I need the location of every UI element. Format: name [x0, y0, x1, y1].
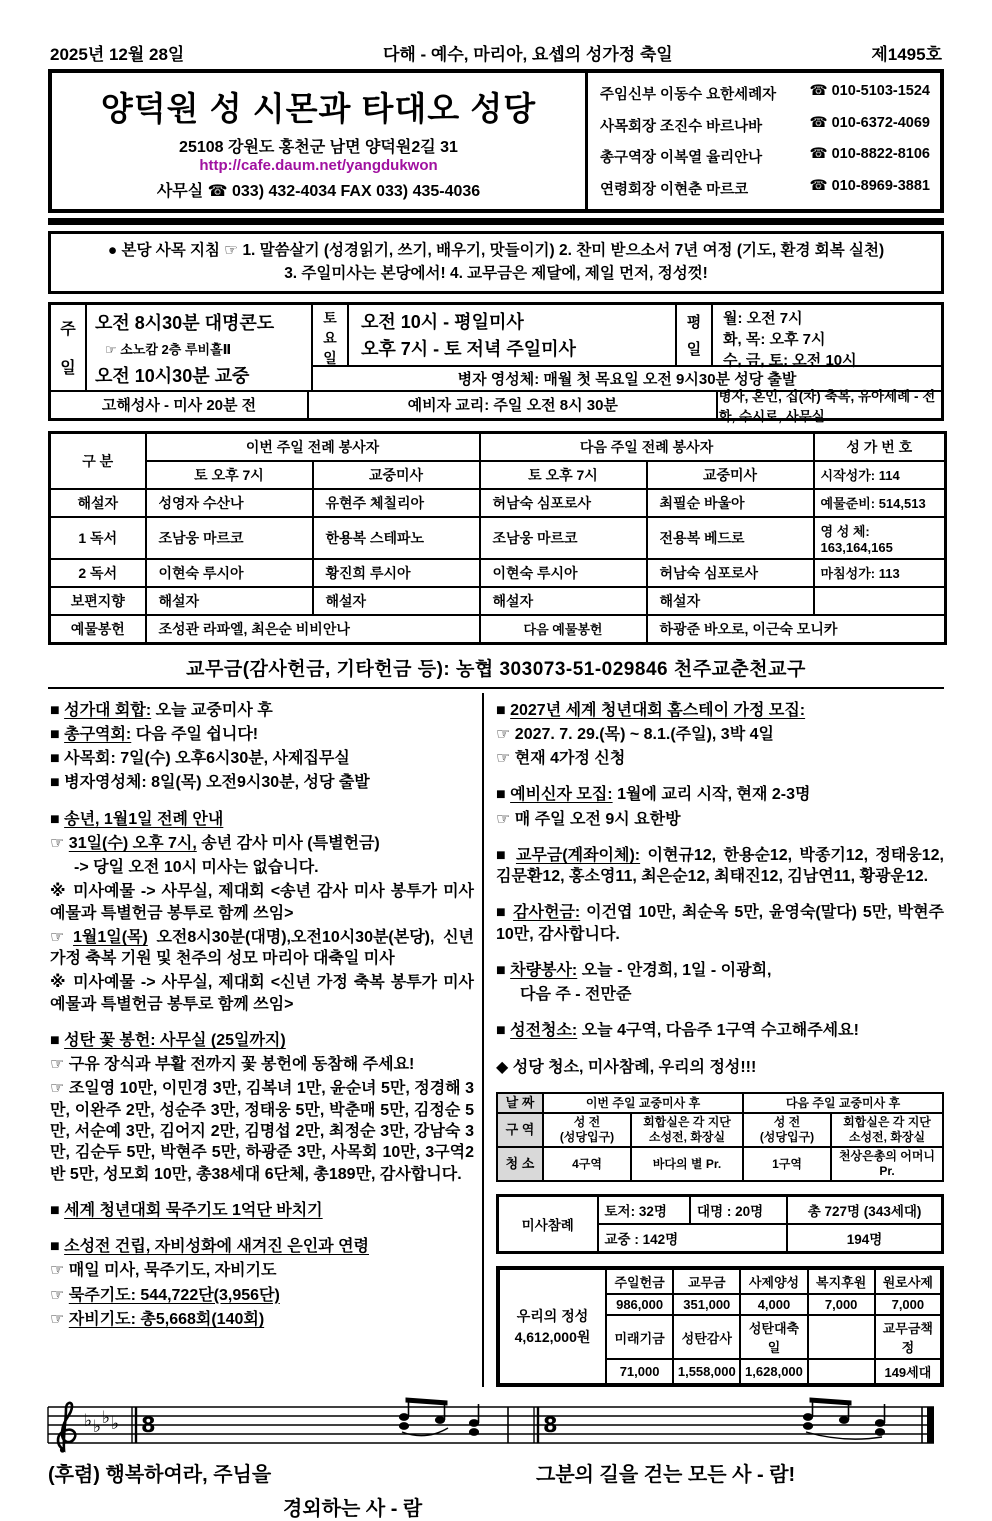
svg-text:♭: ♭: [111, 1414, 120, 1435]
servers-row-label: 보편지향: [50, 587, 146, 615]
music-staff: [48, 1401, 944, 1453]
server-name-cell: 해설자: [480, 587, 647, 615]
sacrament-info-row: [51, 388, 941, 424]
church-address: 25108 강원도 홍천군 남면 양덕원2길 31: [179, 139, 458, 156]
announcement-paragraph: ■ 총구역회: 다음 주일 쉽니다!: [50, 725, 259, 743]
offering-next-week: 하광준 바오로, 이근숙 모니카: [647, 615, 946, 644]
sick-communion-row: 병자 영성체: 매월 첫 목요일 오전 9시30분 성당 출발: [313, 365, 941, 390]
horizontal-rule: [48, 687, 944, 689]
announcement-paragraph: ☞ 매일 미사, 묵주기도, 자비기도: [50, 1262, 277, 1280]
announcement-paragraph: ■ 병자영성체: 8일(목) 오전9시30분, 성당 출발: [50, 774, 370, 792]
servers-row: [50, 559, 946, 587]
svg-text:♭: ♭: [84, 1411, 93, 1432]
contact-role-name: 총구역장 이복열 율리안나: [600, 150, 763, 167]
announcement-paragraph: ☞ 조일영 10만, 이민경 3만, 김복녀 1만, 윤순녀 5만, 정경해 3만, 이완주 2만, 성순주 3만, 정태웅 5만, 박춘매 5만, 김정순 5만, 서순예 3만, 김어지 2만, 김명섭 2만, 최정순 3만, 강남숙 3만, 김순두 5만, 박현주 5만, 하광준 3만, 사목회 10만, 3구역2반 5만, 성모회 10만, 총38세대 6단체, 총189만, 감사합니다.: [50, 1080, 474, 1183]
guideline-line1: ● 본당 사목 지침 ☞ 1. 말씀살기 (성경읽기, 쓰기, 배우기, 맛들이기) 2. 찬미 받으소서 7년 여정 (기도, 환경 회복 실천): [107, 242, 885, 259]
server-name-cell: 해설자: [313, 587, 480, 615]
cleaner-cell: 1구역: [743, 1147, 831, 1181]
announcement-paragraph: ※ 미사예물 -> 사무실, 제대회 <신년 가정 축복 봉투가 미사예물과 특별헌금 봉투로 함께 쓰임>: [50, 974, 474, 1013]
announcement-paragraph: ☞ 2027. 7. 29.(목) ~ 8.1.(주일), 3박 4일: [496, 725, 774, 743]
offering-label: 예물봉헌: [50, 615, 146, 644]
contact-row: [600, 83, 930, 104]
cleaner-cell: 천상은총의 어머니Pr.: [831, 1147, 943, 1181]
announcement-paragraph: ■ 2027년 세계 청년대회 홈스테이 가정 모집:: [496, 701, 806, 719]
server-name-cell: 해설자: [146, 587, 313, 615]
announcement-paragraph: ☞ 31일(수) 오후 7시, 송년 감사 미사 (특별헌금): [50, 834, 380, 852]
announcement-paragraph: ☞ 자비기도: 총5,668회(140회): [50, 1310, 265, 1328]
weekday-label: 평 일: [677, 305, 713, 365]
server-name-cell: 성영자 수산나: [146, 489, 313, 517]
server-name-cell: 해설자: [647, 587, 814, 615]
cleaning-this-week-header: 이번 주일 교중미사 후: [543, 1093, 743, 1113]
servers-col-group: 구 분: [50, 432, 146, 489]
server-name-cell: 유현주 체칠리아: [313, 489, 480, 517]
announcement-paragraph: ■ 성전청소: 오늘 4구역, 다음주 1구역 수고해주세요!: [496, 1022, 859, 1040]
announcement-paragraph: ■ 성가대 회합: 오늘 교중미사 후: [50, 701, 273, 719]
server-name-cell: 황진희 루시아: [313, 559, 480, 587]
cleaning-next-week-header: 다음 주일 교중미사 후: [743, 1093, 943, 1113]
cleaner-cell: 4구역: [543, 1147, 631, 1181]
sunday-schedule: 오전 8시30분 대명콘도 ☞ 소노캄 2층 루비홀Ⅱ 오전 10시30분 교중: [87, 305, 313, 390]
server-name-cell: 허남숙 심포로사: [647, 559, 814, 587]
masthead: [48, 69, 944, 213]
servers-row-label: 해설자: [50, 489, 146, 517]
servers-row: [50, 489, 946, 517]
announcement-paragraph: ■ 감사헌금: 이건엽 10만, 최순옥 5만, 윤영숙(말다) 5만, 박현주 10만, 감사합니다.: [496, 904, 944, 943]
treble-clef-icon: [58, 1403, 75, 1453]
servers-row: [50, 517, 946, 559]
cleaning-table: [496, 1092, 944, 1182]
masthead-left: [52, 73, 588, 209]
guideline-line2: 3. 주일미사는 본당에서! 4. 교무금은 제달에, 제일 먼저, 정성껏!: [284, 265, 708, 283]
announcement-paragraph: ※ 미사예물 -> 사무실, 제대회 <송년 감사 미사 봉투가 미사예물과 특별헌금 봉투로 함께 쓰임>: [50, 883, 474, 922]
servers-row: [50, 587, 946, 615]
contact-phone: ☎ 010-8822-8106: [809, 146, 930, 163]
hymn-section: [48, 1401, 944, 1521]
saturday-label: 토 요 일: [313, 305, 349, 365]
announcements-left-column: [48, 693, 482, 1388]
church-account-line: 교무금(감사헌금, 기타헌금 등): 농협 303073-51-029846 천주교춘천교구: [186, 658, 806, 680]
hymn-start: 시작성가: 114: [814, 461, 946, 489]
attendance-total: 총 727명 (343세대): [787, 1196, 942, 1225]
attendance-sum: 194명: [787, 1224, 942, 1253]
weekday-schedule: 월: 오전 7시 화, 목: 오후 7시 수, 금, 토: 오전 10시: [723, 309, 857, 369]
announcement-paragraph: ☞ 묵주기도: 544,722단(3,956단): [50, 1286, 280, 1304]
server-name-cell: 한용복 스테파노: [313, 517, 480, 559]
mass-schedule-box: [48, 302, 944, 424]
attendance-table: [496, 1194, 944, 1254]
contact-role-name: 주임신부 이동수 요한세례자: [600, 87, 777, 103]
pastoral-guideline-box: [48, 231, 944, 294]
announcement-paragraph: ■ 세계 청년대회 묵주기도 1억단 바치기: [50, 1201, 323, 1219]
offering-total-label: 우리의 정성 4,612,000원: [498, 1268, 606, 1385]
cleaning-zone-label: 구 역: [497, 1113, 543, 1147]
server-name-cell: 최필순 바울아: [647, 489, 814, 517]
announcements-right-column: [482, 693, 944, 1388]
hymn-number-cell: 영 성 체: 163,164,165: [814, 517, 946, 559]
attendance-sat: 토저: 32명: [598, 1196, 691, 1225]
announcement-paragraph: ■ 사목회: 7일(수) 오후6시30분, 사제집무실: [50, 750, 350, 768]
server-name-cell: 조남웅 마르코: [146, 517, 313, 559]
confession-info: 고해성사 - 미사 20분 전: [51, 392, 309, 418]
etc-info: 병자, 혼인, 집(차) 축복, 유아세례 - 전화, 수시로, 사무실: [718, 388, 936, 424]
church-name: 양덕원 성 시몬과 타대오 성당: [100, 90, 537, 127]
servers-table: 구 분 이번 주일 전례 봉사자 다음 주일 전례 봉사자 성 가 번 호 토 오후 7시 교중미사 토 오후 7시 교중미사 시작성가: 114 해설자 성영자 수산나 유현주 체칠리아 허남숙 심포로사 최필순 바울아 예물준비: 514,513 1 독서 조남웅 마르코 한용복 스테파노 조남웅 마르코 전용복 베드로 영 성 체: 163,164,165 2 독서 이현숙 루시아 황진희 루시아 이현숙 루시아 허남숙 심포로사 마침성가: 113 보편지향 해설자 해설자 해설자 해설자 예물봉헌 조성관 라파엘, 최은순 비비안나 다음 예물봉헌 하광준 바오로, 이근숙 모니카: [48, 431, 947, 645]
announcement-paragraph: ■ 교무금(계좌이체): 이현규12, 한용순12, 박종기12, 정태웅12, 김문환12, 홍소영11, 최은순12, 최태진12, 김남연11, 황광운12.: [496, 846, 944, 886]
contact-phone: ☎ 010-5103-1524: [809, 83, 930, 99]
lyrics-line-2: 경외하는 사 - 람: [283, 1498, 423, 1521]
cleaning-clean-label: 청 소: [497, 1147, 543, 1181]
top-row: [48, 40, 944, 69]
server-name-cell: 조남웅 마르코: [480, 517, 647, 559]
server-name-cell: 전용복 베드로: [647, 517, 814, 559]
attendance-daemyung: 대명 : 20명: [690, 1196, 787, 1225]
cleaning-date-label: 날 짜: [497, 1093, 543, 1113]
website-link[interactable]: http://cafe.daum.net/yangdukwon: [199, 157, 438, 174]
announcement-paragraph: ■ 성탄 꽃 봉헌: 사무실 (25일까지): [50, 1031, 286, 1049]
issue-number: 제1495호: [871, 45, 942, 64]
server-name-cell: 허남숙 심포로사: [480, 489, 647, 517]
flat-signs: [84, 1408, 119, 1437]
cleaner-cell: 바다의 별 Pr.: [631, 1147, 743, 1181]
announcement-paragraph: ◆ 성당 청소, 미사참례, 우리의 정성!!!: [496, 1058, 757, 1076]
contact-list: [588, 73, 940, 209]
hymn-number-cell: 예물준비: 514,513: [814, 489, 946, 517]
contact-row: [600, 146, 930, 167]
announcement-paragraph: ☞ 구유 장식과 부활 전까지 꽃 봉헌에 동참해 주세요!: [50, 1056, 415, 1074]
announcement-paragraph: ■ 송년, 1월1일 전례 안내: [50, 810, 224, 828]
saturday-schedule: 오전 10시 - 평일미사 오후 7시 - 토 저녁 주일미사: [349, 305, 677, 365]
zone-cell: 성 전 (성당입구): [743, 1113, 831, 1147]
announcement-paragraph: 다음 주 - 전만준: [520, 986, 632, 1004]
offering-next-label: 다음 예물봉헌: [480, 615, 647, 644]
time-signature: 8: [543, 1413, 558, 1438]
announcement-columns: [48, 693, 944, 1388]
offering-bearers-row: [50, 615, 946, 644]
hymn-number-header: 성 가 번 호: [814, 432, 946, 461]
office-phone-fax: 사무실 ☎ 033) 432-4034 FAX 033) 435-4036: [156, 183, 481, 200]
sunday-label: 주 일: [51, 305, 87, 390]
feast-title: 다해 - 예수, 마리아, 요셉의 성가정 축일: [382, 45, 673, 64]
contact-row: [600, 178, 930, 199]
catechumen-info: 예비자 교리: 주일 오전 8시 30분: [309, 392, 718, 418]
servers-row-label: 2 독서: [50, 559, 146, 587]
thick-divider: [48, 218, 944, 225]
announcement-paragraph: ■ 소성전 건립, 자비성화에 새겨진 은인과 연령: [50, 1238, 369, 1256]
contact-phone: ☎ 010-8969-3881: [809, 177, 930, 194]
offering-summary-table: 우리의 정성 4,612,000원 주일헌금 교무금 사제양성 복지후원 원로사제 986,000 351,000 4,000 7,000 7,000 미래기금 성탄감사 성탄대축일 교무금책정 71,000 1,558,000 1,628,000 149세대: [496, 1266, 944, 1387]
attendance-label: 미사참례: [498, 1196, 598, 1253]
date-text: 2025년 12월 28일: [50, 45, 185, 64]
zone-cell: 회합실은 각 지단 소성전, 화장실: [831, 1113, 943, 1147]
offering-this-week: 조성관 라파엘, 최은순 비비안나: [146, 615, 480, 644]
svg-text:♭: ♭: [102, 1408, 111, 1429]
server-name-cell: 이현숙 루시아: [146, 559, 313, 587]
hymn-number-cell: 마침성가: 113: [814, 559, 946, 587]
announcement-paragraph: ☞ 현재 4가정 신청: [496, 750, 626, 768]
contact-role-name: 사목회장 조진수 바르나바: [600, 118, 763, 135]
lyric-refrain: (후렴) 행복하여라, 주님을: [48, 1464, 272, 1487]
contact-row: [600, 115, 930, 136]
announcement-paragraph: -> 당일 오전 10시 미사는 없습니다.: [74, 859, 319, 877]
lyrics-line-1: [48, 1458, 944, 1487]
servers-next-week-header: 다음 주일 전례 봉사자: [480, 432, 814, 461]
zone-cell: 회합실은 각 지단 소성전, 화장실: [631, 1113, 743, 1147]
hymn-number-cell: [814, 587, 946, 615]
contact-role-name: 연령회장 이현춘 마르코: [600, 181, 749, 198]
lyric-right: 그분의 길을 걷는 모든 사 - 람!: [536, 1464, 796, 1487]
svg-text:♭: ♭: [93, 1417, 102, 1438]
servers-row-label: 1 독서: [50, 517, 146, 559]
announcement-paragraph: ☞ 매 주일 오전 9시 요한방: [496, 810, 681, 828]
time-signature: 8: [141, 1413, 156, 1438]
attendance-sunday: 교중 : 142명: [598, 1224, 788, 1253]
contact-phone: ☎ 010-6372-4069: [809, 114, 930, 131]
announcement-paragraph: ☞ 1월1일(목) 오전8시30분(대명),오전10시30분(본당), 신년 가정 축복 기원 및 천주의 성모 마리아 대축일 미사: [50, 928, 474, 968]
zone-cell: 성 전 (성당입구): [543, 1113, 631, 1147]
announcement-paragraph: ■ 차량봉사: 오늘 - 안경희, 1일 - 이광희,: [496, 961, 772, 979]
server-name-cell: 이현숙 루시아: [480, 559, 647, 587]
announcement-paragraph: ■ 예비신자 모집: 1월에 교리 시작, 현재 2-3명: [496, 786, 811, 804]
servers-this-week-header: 이번 주일 전례 봉사자: [146, 432, 480, 461]
